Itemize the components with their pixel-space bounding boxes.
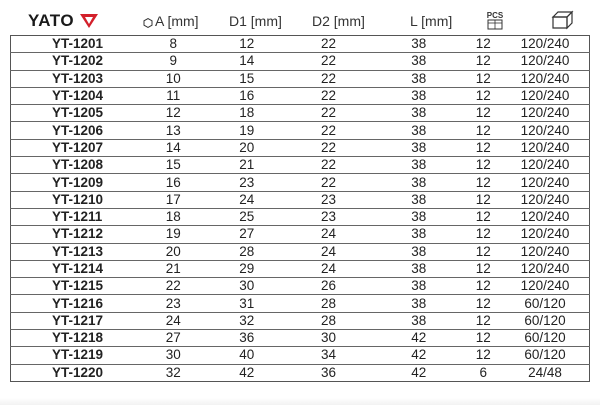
pieces-count: 12: [466, 330, 501, 347]
product-code: YT-1213: [11, 243, 139, 260]
dimension-d2: 22: [285, 157, 372, 174]
dimension-d2: 24: [285, 243, 372, 260]
product-code: YT-1201: [11, 36, 139, 53]
pieces-count: 12: [466, 87, 501, 104]
dimension-d2: 22: [285, 122, 372, 139]
carton-quantity: 120/240: [501, 122, 590, 139]
dimension-a: 27: [138, 330, 208, 347]
header-d2: D2 [mm]: [312, 13, 365, 29]
dimension-d1: 18: [208, 105, 285, 122]
dimension-d1: 25: [208, 208, 285, 225]
carton-quantity: 120/240: [501, 53, 590, 70]
carton-quantity: 120/240: [501, 70, 590, 87]
product-code: YT-1206: [11, 122, 139, 139]
dimension-a: 32: [165, 364, 181, 380]
dimension-a: 24: [138, 312, 208, 329]
carton-quantity: 120/240: [501, 87, 590, 104]
dimension-d2: 22: [285, 139, 372, 156]
dimension-d1: 20: [208, 139, 285, 156]
table-row: [11, 157, 590, 174]
dimension-l: 42: [372, 347, 466, 364]
dimension-d2: 24: [285, 260, 372, 277]
table-row: [11, 36, 590, 53]
dimension-l: 42: [372, 330, 466, 347]
carton-quantity: 120/240: [501, 139, 590, 156]
dimension-d1: 32: [208, 312, 285, 329]
table-row: [11, 347, 590, 364]
dimension-d1: 12: [208, 36, 285, 53]
dimension-d1: 15: [208, 70, 285, 87]
dimension-l: 38: [372, 157, 466, 174]
table-row: [11, 243, 590, 260]
dimension-d1: 19: [208, 122, 285, 139]
dimension-d2: 23: [285, 191, 372, 208]
dimension-d1: 31: [208, 295, 285, 312]
pieces-count: 12: [466, 174, 501, 191]
header-a: A [mm]: [155, 13, 199, 29]
dimension-d1: 14: [208, 53, 285, 70]
table-row: [11, 312, 590, 329]
dimension-d1: 21: [208, 157, 285, 174]
carton-quantity: 60/120: [501, 347, 590, 364]
product-code: YT-1215: [11, 278, 139, 295]
dimension-a: 13: [138, 122, 208, 139]
carton-quantity: 120/240: [501, 157, 590, 174]
yato-logo: [28, 10, 100, 32]
dimension-a: 17: [138, 191, 208, 208]
table-row: [11, 105, 590, 122]
product-code: YT-1220: [52, 364, 104, 380]
product-code: YT-1205: [11, 105, 139, 122]
dimension-d2: 22: [285, 105, 372, 122]
carton-quantity: 60/120: [501, 312, 590, 329]
dimension-a: 16: [138, 174, 208, 191]
dimension-d1: 40: [208, 347, 285, 364]
dimension-a: 18: [138, 208, 208, 225]
dimension-d1: 36: [208, 330, 285, 347]
dimension-d1: 29: [208, 260, 285, 277]
product-code: YT-1218: [11, 330, 139, 347]
pieces-count: 12: [466, 208, 501, 225]
table-row: [11, 260, 590, 277]
product-code: YT-1214: [11, 260, 139, 277]
dimension-d2: 22: [285, 87, 372, 104]
dimension-l: 38: [372, 295, 466, 312]
table-row: [11, 278, 590, 295]
carton-box-icon: [550, 10, 576, 30]
pieces-count: 12: [466, 191, 501, 208]
pcs-box-icon: [484, 9, 506, 31]
product-code: YT-1203: [11, 70, 139, 87]
dimension-d1: 30: [208, 278, 285, 295]
table-row: [11, 139, 590, 156]
carton-quantity: 120/240: [501, 191, 590, 208]
pieces-count: 12: [466, 122, 501, 139]
spec-table: [10, 35, 590, 382]
carton-quantity: 120/240: [501, 36, 590, 53]
dimension-d2: 22: [285, 36, 372, 53]
dimension-a: 21: [138, 260, 208, 277]
dimension-d1: 42: [239, 364, 255, 380]
dimension-d2: 22: [285, 70, 372, 87]
dimension-l: 42: [411, 364, 427, 380]
pieces-count: 12: [466, 226, 501, 243]
dimension-l: 38: [372, 312, 466, 329]
product-code: YT-1211: [11, 208, 139, 225]
product-code: YT-1207: [11, 139, 139, 156]
product-code: YT-1209: [11, 174, 139, 191]
table-row: [11, 295, 590, 312]
product-code: YT-1210: [11, 191, 139, 208]
pieces-count: 12: [466, 260, 501, 277]
table-row: [11, 226, 590, 243]
product-code: YT-1217: [11, 312, 139, 329]
table-row: [11, 330, 590, 347]
carton-quantity: 24/48: [528, 364, 562, 380]
dimension-d2: 24: [285, 226, 372, 243]
product-code: YT-1202: [11, 53, 139, 70]
spec-table-body: [11, 36, 590, 382]
pieces-count: 12: [466, 139, 501, 156]
dimension-l: 38: [372, 122, 466, 139]
dimension-a: 11: [138, 87, 208, 104]
dimension-l: 38: [372, 226, 466, 243]
dimension-d1: 16: [208, 87, 285, 104]
hexagon-icon: [143, 18, 153, 28]
header-d1: D1 [mm]: [229, 13, 282, 29]
dimension-l: 38: [372, 105, 466, 122]
dimension-a: 9: [138, 53, 208, 70]
dimension-d1: 27: [208, 226, 285, 243]
dimension-d2: 26: [285, 278, 372, 295]
pieces-count: 12: [466, 243, 501, 260]
dimension-d2: 28: [285, 312, 372, 329]
dimension-l: 38: [372, 260, 466, 277]
table-row: [11, 87, 590, 104]
dimension-d2: 34: [285, 347, 372, 364]
dimension-l: 38: [372, 53, 466, 70]
dimension-l: 38: [372, 87, 466, 104]
table-row: [11, 191, 590, 208]
dimension-a: 8: [138, 36, 208, 53]
carton-quantity: 120/240: [501, 105, 590, 122]
pieces-count: 12: [466, 347, 501, 364]
pieces-count: 12: [466, 70, 501, 87]
dimension-a: 23: [138, 295, 208, 312]
dimension-a: 22: [138, 278, 208, 295]
carton-quantity: 120/240: [501, 243, 590, 260]
table-row: [11, 70, 590, 87]
dimension-l: 38: [372, 243, 466, 260]
product-code: YT-1216: [11, 295, 139, 312]
carton-quantity: 120/240: [501, 260, 590, 277]
carton-quantity: 120/240: [501, 208, 590, 225]
dimension-d2: 30: [285, 330, 372, 347]
dimension-l: 38: [372, 36, 466, 53]
header-l: L [mm]: [410, 13, 453, 29]
dimension-l: 38: [372, 278, 466, 295]
pieces-count: 12: [466, 36, 501, 53]
dimension-d2: 36: [320, 364, 336, 380]
dimension-d2: 22: [285, 53, 372, 70]
table-row: [11, 53, 590, 70]
dimension-l: 38: [372, 191, 466, 208]
product-code: YT-1204: [11, 87, 139, 104]
pieces-count: 6: [479, 364, 488, 380]
pieces-count: 12: [466, 295, 501, 312]
pieces-count: 12: [466, 278, 501, 295]
dimension-l: 38: [372, 174, 466, 191]
dimension-d2: 28: [285, 295, 372, 312]
product-code: YT-1219: [11, 347, 139, 364]
pieces-count: 12: [466, 312, 501, 329]
yato-logo-mark-icon: [78, 13, 100, 29]
pieces-count: 12: [466, 105, 501, 122]
dimension-d1: 28: [208, 243, 285, 260]
carton-quantity: 120/240: [501, 174, 590, 191]
dimension-a: 15: [138, 157, 208, 174]
logo-text: YATO: [28, 11, 75, 30]
dimension-a: 20: [138, 243, 208, 260]
svg-text:PCS: PCS: [486, 11, 504, 20]
dimension-a: 12: [138, 105, 208, 122]
dimension-a: 19: [138, 226, 208, 243]
dimension-d2: 23: [285, 208, 372, 225]
dimension-d1: 24: [208, 191, 285, 208]
carton-quantity: 60/120: [501, 295, 590, 312]
carton-quantity: 120/240: [501, 278, 590, 295]
pieces-count: 12: [466, 157, 501, 174]
table-row: [11, 208, 590, 225]
table-row: [11, 174, 590, 191]
product-code: YT-1212: [11, 226, 139, 243]
dimension-a: 14: [138, 139, 208, 156]
dimension-l: 38: [372, 70, 466, 87]
bottom-edge: [0, 398, 600, 405]
dimension-d1: 23: [208, 174, 285, 191]
dimension-l: 38: [372, 208, 466, 225]
table-header: [10, 6, 590, 34]
dimension-l: 38: [372, 139, 466, 156]
dimension-d2: 22: [285, 174, 372, 191]
dimension-a: 30: [138, 347, 208, 364]
table-row: [11, 364, 590, 381]
table-row: [11, 122, 590, 139]
carton-quantity: 120/240: [501, 226, 590, 243]
carton-quantity: 60/120: [501, 330, 590, 347]
pieces-count: 12: [466, 53, 501, 70]
dimension-a: 10: [138, 70, 208, 87]
product-code: YT-1208: [11, 157, 139, 174]
